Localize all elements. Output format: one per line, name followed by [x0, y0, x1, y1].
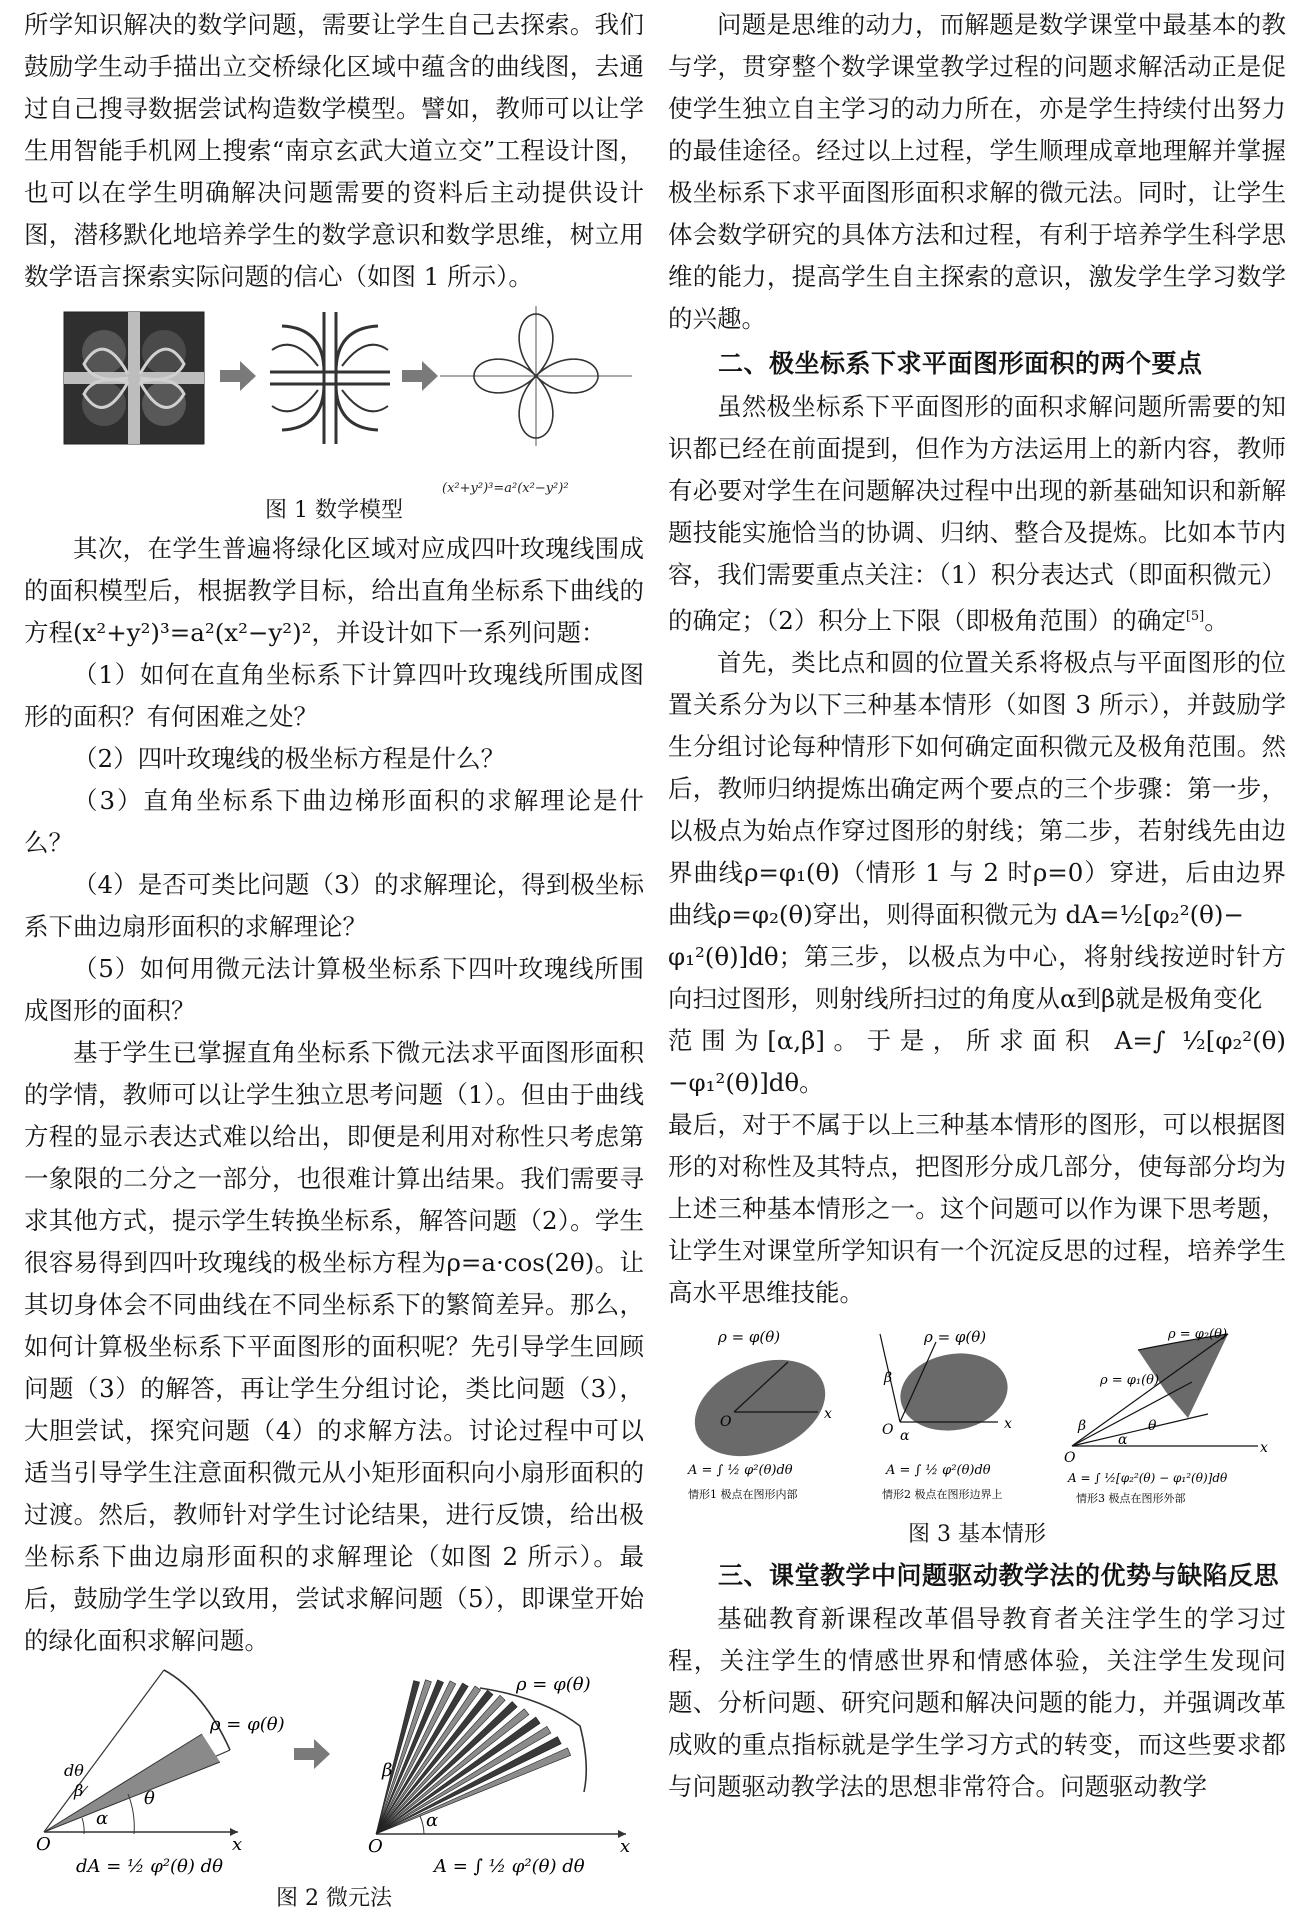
figure-2-graphic [24, 1668, 644, 1882]
svg-text:α: α [900, 1428, 910, 1445]
figure-1-graphic [24, 304, 644, 500]
case-1-formula: A = ∫ ½ φ²(θ)dθ [688, 1463, 793, 1479]
paragraph: 最后，对于不属于以上三种基本情形的图形，可以根据图形的对称性及其特点，把图形分成几部分，使每部分均为上述三种基本情形之一。这个问题可以作为课下思考题，让学生对课堂所学知识有一个沉淀反思的过程，培养学生高水平思维技能。 [668, 1110, 1286, 1308]
case-2-diagram [880, 1328, 1014, 1501]
arrow-icon [402, 361, 438, 391]
total-area-formula: A = ∫ ½ φ²(θ) dθ [434, 1856, 585, 1877]
svg-text:O: O [720, 1414, 732, 1431]
figure-2 [24, 1668, 644, 1882]
interchange-diagram [270, 312, 390, 444]
section-heading: 三、课堂教学中问题驱动教学法的优势与缺陷反思 [718, 1561, 1280, 1591]
curve-label: ρ = φ(θ) [718, 1328, 781, 1347]
question-2: （2）四叶玫瑰线的极坐标方程是什么？ [73, 744, 506, 773]
case-1-diagram [680, 1328, 839, 1501]
differential-area-formula: dA = ½ φ²(θ) dθ [76, 1856, 223, 1877]
case-3-label: 情形3 极点在图形外部 [1076, 1492, 1186, 1506]
svg-text:θ: θ [1148, 1418, 1157, 1435]
svg-text:O: O [368, 1836, 383, 1857]
paragraph: 首先，类比点和圆的位置关系将极点与平面图形的位置关系分为以下三种基本情形（如图 3 所示），并鼓励学生分组讨论每种情形下如何确定面积微元及极角范围。然后，教师归纳提炼出确定两个要点的三个步骤：第一步，以极点为始点作穿过图形的射线；第二步，若射线先由边界曲线ρ=φ₁(θ)（情形 1 与 2 时ρ=0）穿进，后由边界曲线ρ=φ₂(θ)穿出，则得面积微元为 dA=½[φ₂²(θ)− [668, 648, 1286, 930]
case-1-label: 情形1 极点在图形内部 [688, 1488, 798, 1502]
svg-text:α: α [1118, 1432, 1128, 1449]
arrow-icon [220, 361, 256, 391]
figure-3 [668, 1322, 1286, 1518]
sector-element-diagram [36, 1670, 285, 1877]
case-3-diagram [1064, 1327, 1268, 1505]
case-2-label: 情形2 极点在图形边界上 [882, 1488, 1003, 1502]
paragraph: 所学知识解决的数学问题，需要让学生自己去探索。我们鼓励学生动手描出立交桥绿化区域中蕴含的曲线图，去通过自己搜寻数据尝试构造数学模型。譬如，教师可以让学生用智能手机网上搜索“南京玄武大道立交”工程设计图，也可以在学生明确解决问题需要的资料后主动提供设计图，潜移默化地培养学生的数学意识和数学思维，树立用数学语言探索实际问题的信心（如图 1 所示）。 [24, 10, 644, 291]
curve-label: ρ = φ(θ) [516, 1674, 591, 1695]
paragraph: 虽然极坐标系下平面图形的面积求解问题所需要的知识都已经在前面提到，但作为方法运用上的新内容，教师有必要对学生在问题解决过程中出现的新基础知识和新解题技能实施恰当的协调、归纳、整合及提炼。比如本节内容，我们需要重点关注：（1）积分表达式（即面积微元）的确定；（2）积分上下限（即极角范围）的确定[5]。 [668, 392, 1286, 636]
figure-1-caption: 图 1 数学模型 [265, 498, 403, 523]
svg-text:x: x [1004, 1416, 1012, 1433]
paragraph: φ₁²(θ)]dθ；第三步，以极点为中心，将射线按逆时针方向扫过图形，则射线所扫过的角度从α到β就是极角变化 [668, 942, 1286, 1014]
citation: [5] [1185, 609, 1205, 624]
svg-text:β: β [884, 1370, 893, 1387]
svg-text:O: O [882, 1422, 894, 1439]
question-1: （1）如何在直角坐标系下计算四叶玫瑰线所围成图形的面积？有何困难之处？ [24, 660, 644, 731]
curve-label: ρ = φ₂(θ) [1168, 1327, 1228, 1343]
section-heading: 二、极坐标系下求平面图形面积的两个要点 [718, 349, 1203, 378]
svg-text:dθ: dθ [64, 1761, 84, 1780]
svg-text:x: x [620, 1836, 631, 1857]
svg-text:β: β [74, 1781, 84, 1800]
curve-label: ρ = φ(θ) [924, 1328, 987, 1347]
question-4: （4）是否可类比问题（3）的求解理论，得到极坐标系下曲边扇形面积的求解理论？ [24, 870, 644, 941]
svg-text:θ: θ [144, 1788, 155, 1809]
interchange-photo [64, 312, 204, 444]
rose-equation: (x²+y²)³=a²(x²−y²)² [442, 481, 569, 496]
figure-1 [24, 304, 644, 500]
svg-text:O: O [1064, 1450, 1076, 1467]
case-3-formula: A = ∫ ½[φ₂²(θ) − φ₁²(θ)]dθ [1068, 1471, 1228, 1486]
svg-text:β: β [382, 1760, 393, 1781]
question-3: （3）直角坐标系下曲边梯形面积的求解理论是什么？ [24, 786, 644, 857]
arrow-icon [294, 1739, 330, 1769]
curve-label: ρ = φ₁(θ) [1100, 1373, 1160, 1389]
question-5: （5）如何用微元法计算极坐标系下四叶玫瑰线所围成图形的面积？ [24, 954, 644, 1025]
paragraph: 问题是思维的动力，而解题是数学课堂中最基本的教与学，贯穿整个数学课堂教学过程的问题求解活动正是促使学生独立自主学习的动力所在，亦是学生持续付出努力的最佳途径。经过以上过程，学生顺理成章地理解并掌握极坐标系下求平面图形面积求解的微元法。同时，让学生体会数学研究的具体方法和过程，有利于培养学生科学思维的能力，提高学生自主探索的意识，激发学生学习数学的兴趣。 [668, 10, 1286, 333]
svg-text:x: x [824, 1406, 832, 1423]
left-column [24, 4, 644, 1916]
svg-text:α: α [426, 1810, 439, 1831]
figure-3-caption: 图 3 基本情形 [908, 1522, 1046, 1548]
svg-text:x: x [232, 1834, 243, 1855]
figure-3-graphic [668, 1322, 1286, 1518]
four-leaf-rose [440, 306, 632, 446]
figure-2-caption: 图 2 微元法 [276, 1886, 392, 1911]
svg-text:x: x [1260, 1440, 1268, 1457]
paragraph: 基础教育新课程改革倡导教育者关注学生的学习过程，关注学生的情感世界和情感体验，关注学生发现问题、分析问题、研究问题和解决问题的能力，并强调改革成败的重点指标就是学生学习方式的转变，而这些要求都与问题驱动教学法的思想非常符合。问题驱动教学 [668, 1604, 1286, 1802]
case-2-formula: A = ∫ ½ φ²(θ)dθ [886, 1463, 991, 1479]
paragraph: 其次，在学生普遍将绿化区域对应成四叶玫瑰线围成的面积模型后，根据教学目标，给出直角坐标系下曲线的方程(x²+y²)³=a²(x²−y²)²，并设计如下一系列问题： [24, 534, 644, 647]
swept-sector-diagram [368, 1674, 630, 1877]
paragraph: 范围为[α,β]。于是，所求面积 A=∫ ½[φ₂²(θ)−φ₁²(θ)]dθ。 [668, 1026, 1286, 1098]
paragraph: 基于学生已掌握直角坐标系下微元法求平面图形面积的学情，教师可以让学生独立思考问题（1）。但由于曲线方程的显示表达式难以给出，即便是利用对称性只考虑第一象限的二分之一部分，也很难计算出结果。我们需要寻求其他方式，提示学生转换坐标系，解答问题（2）。学生很容易得到四叶玫瑰线的极坐标方程为ρ=a·cos(2θ)。让其切身体会不同曲线在不同坐标系下的繁简差异。那么，如何计算极坐标系下平面图形的面积呢？先引导学生回顾问题（3）的解答，再让学生分组讨论，类比问题（3），大胆尝试，探究问题（4）的求解方法。讨论过程中可以适当引导学生注意面积微元从小矩形面积向小扇形面积的过渡。然后，教师针对学生讨论结果，进行反馈，给出极坐标系下曲边扇形面积的求解理论（如图 2 所示）。最后，鼓励学生学以致用，尝试求解问题（5），即课堂开始的绿化面积求解问题。 [24, 1038, 644, 1655]
curve-label: ρ = φ(θ) [210, 1714, 285, 1735]
right-column [668, 4, 1286, 1808]
svg-text:β: β [1078, 1418, 1087, 1435]
svg-text:O: O [36, 1834, 51, 1855]
svg-text:α: α [96, 1808, 109, 1829]
